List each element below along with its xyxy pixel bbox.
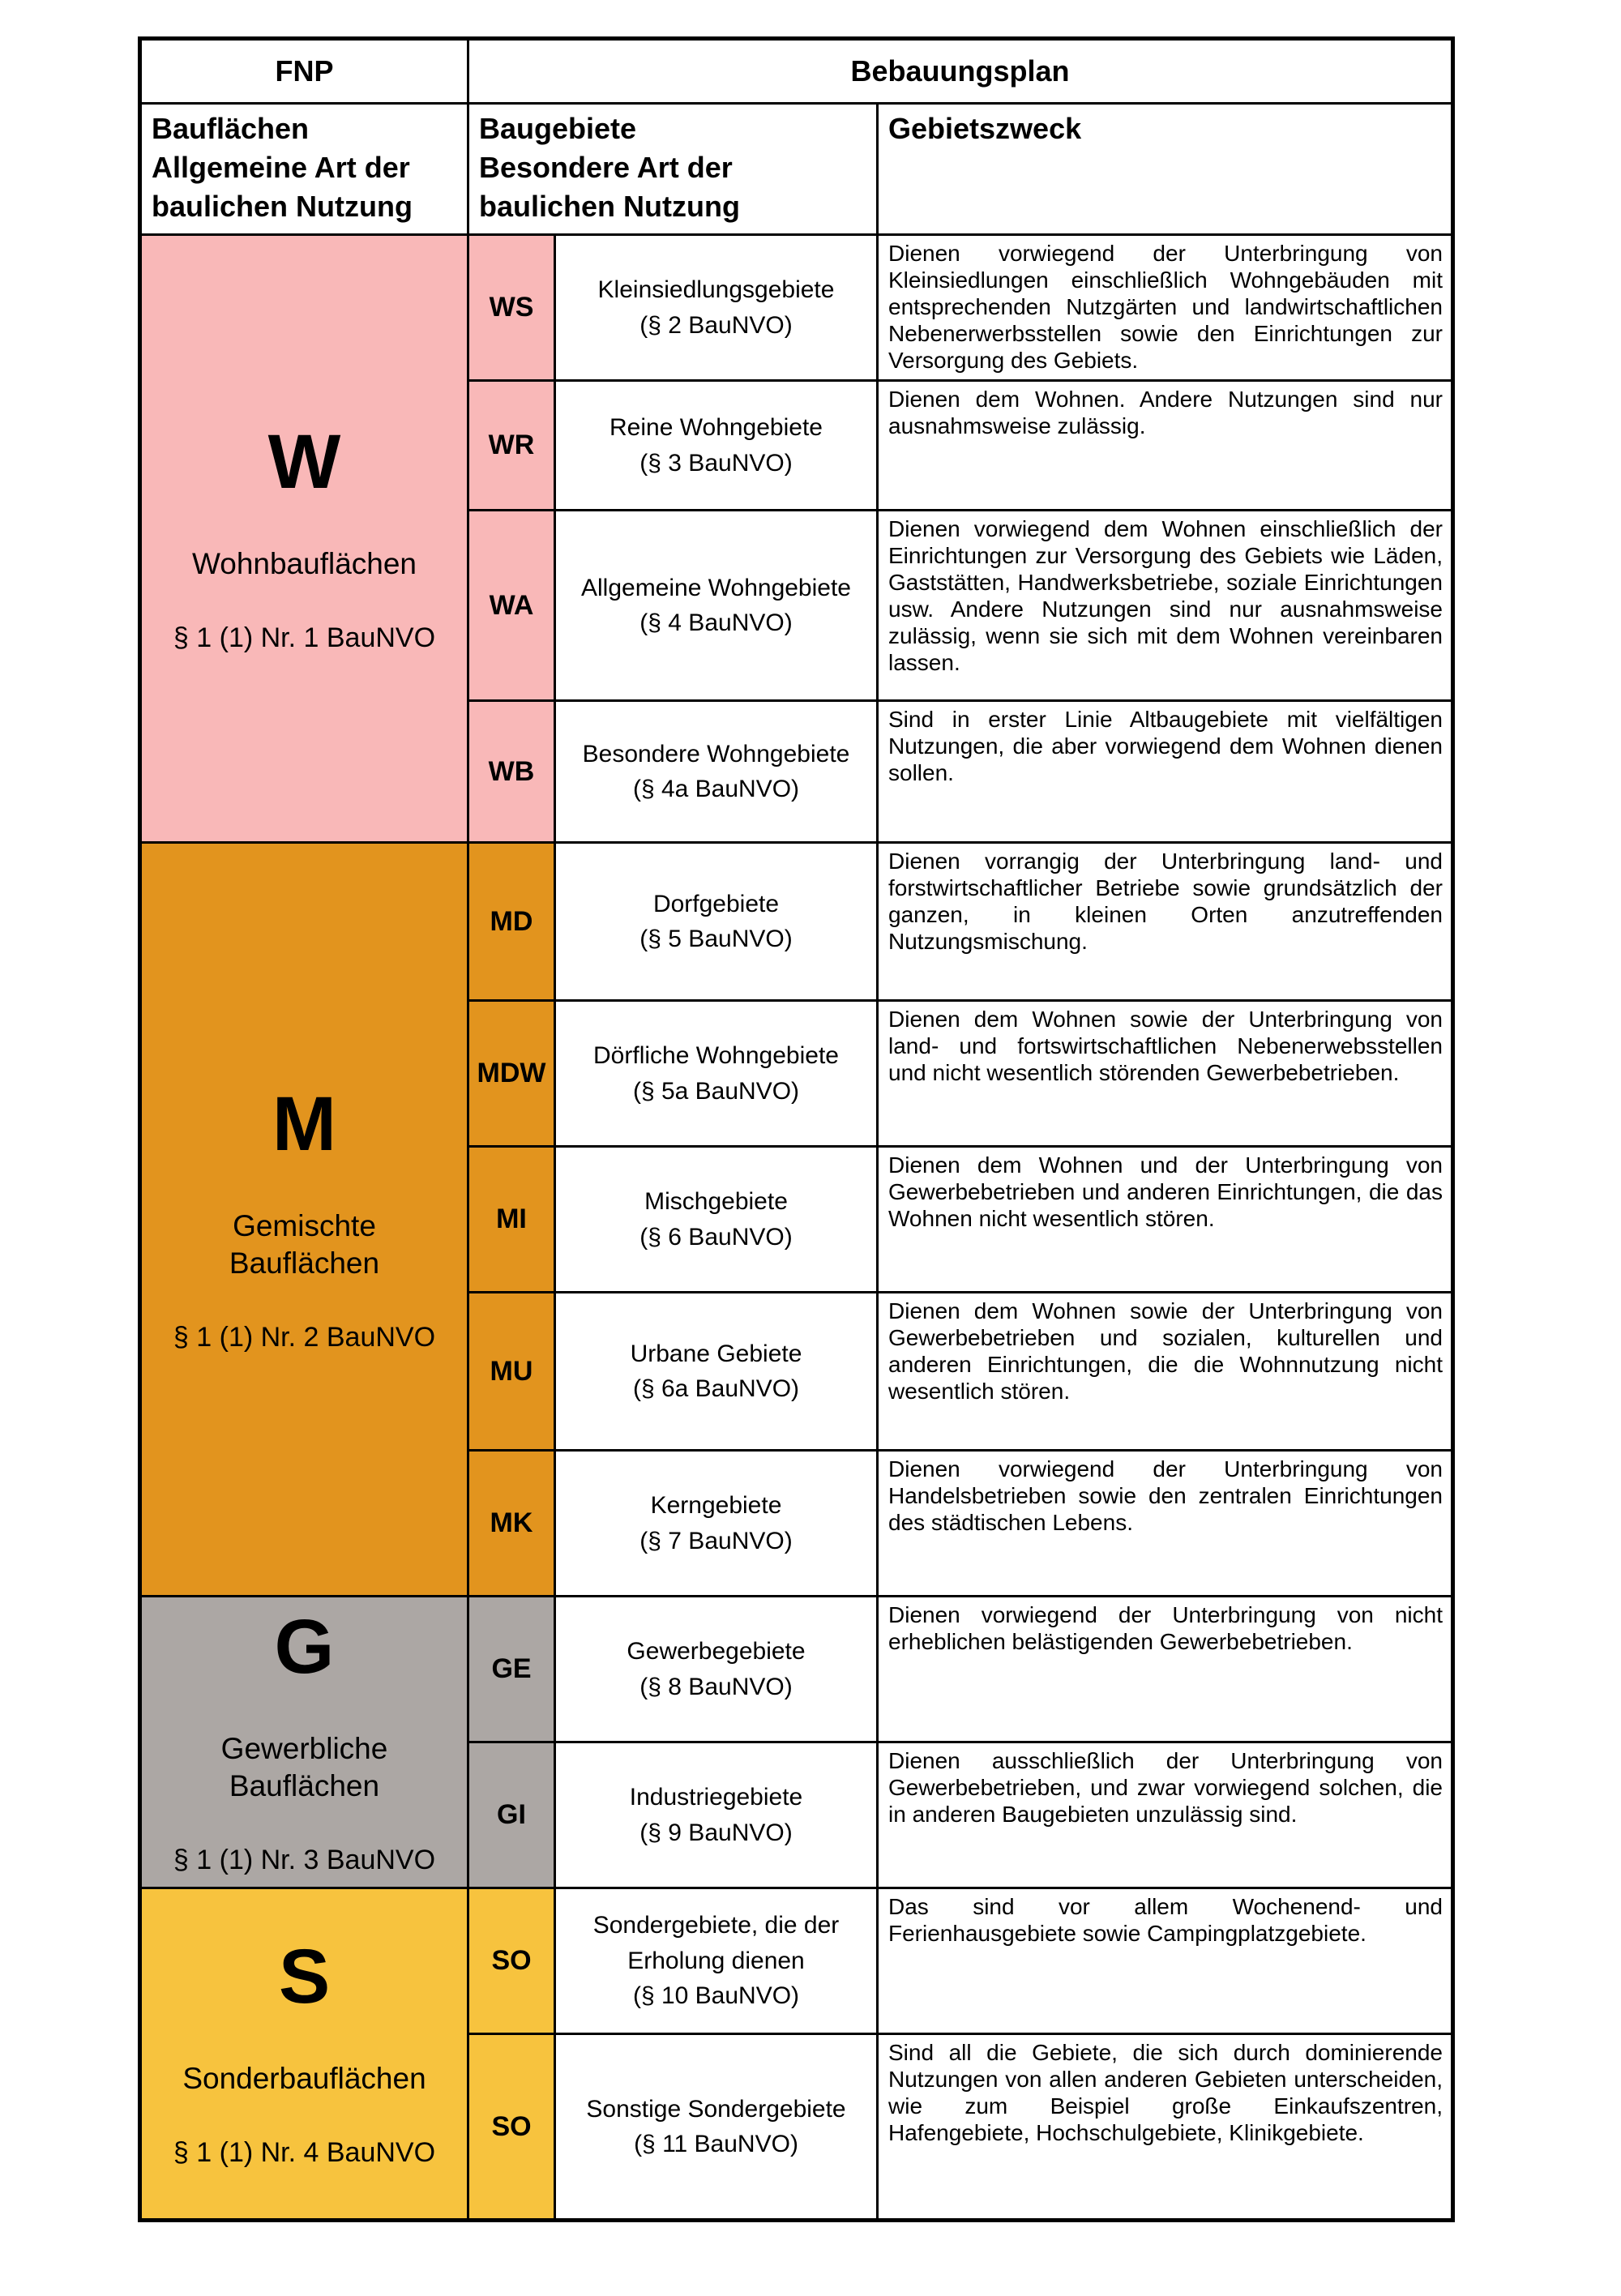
abbr-cell-wb: WB <box>468 701 555 843</box>
gebiet-name-ge: Gewerbegebiete (§ 8 BauNVO) <box>555 1597 878 1742</box>
abbr-cell-ge: GE <box>468 1597 555 1742</box>
section-letter-g: G <box>274 1603 335 1690</box>
gebiet-name-md: Dorfgebiete (§ 5 BauNVO) <box>555 843 878 1001</box>
gebietszweck-so-erholung: Das sind vor allem Wochenend- und Ferienhausgebiete sowie Campingplatzgebiete. <box>878 1888 1453 2034</box>
abbr-cell-ws: WS <box>468 235 555 381</box>
gebiet-name-mk: Kerngebiete (§ 7 BauNVO) <box>555 1451 878 1597</box>
section-letter-m: M <box>272 1080 337 1167</box>
abbr-cell-mdw: MDW <box>468 1001 555 1147</box>
gebietszweck-mk: Dienen vorwiegend der Unterbringung von Handelsbetrieben sowie den zentralen Einrichtungen des städtischen Lebens. <box>878 1451 1453 1597</box>
abbr-cell-mk: MK <box>468 1451 555 1597</box>
section-cell-gemischte-bauflaechen <box>140 843 468 1597</box>
section-letter-w: W <box>267 418 341 505</box>
section-paragraph-ref: § 1 (1) Nr. 2 BauNVO <box>173 1322 436 1353</box>
gebietszweck-md: Dienen vorrangig der Unterbringung land- und forstwirtschaftlicher Betriebe sowie grundsätzlich der ganzen, in kleinen Orten anzutreffenden Nutzungsmischung. <box>878 843 1453 1001</box>
abbr-cell-mi: MI <box>468 1147 555 1293</box>
abbr-cell-so-erholung: SO <box>468 1888 555 2034</box>
section-content <box>142 1934 467 2169</box>
section-paragraph-ref: § 1 (1) Nr. 4 BauNVO <box>173 2137 436 2169</box>
section-cell-gewerbliche-bauflaechen <box>140 1597 468 1888</box>
gebietszweck-mdw: Dienen dem Wohnen sowie der Unterbringung von land- und fortswirtschaftlichen Nebenerwebsstellen und nicht wesentlich störenden Gewerbebetrieben. <box>878 1001 1453 1147</box>
abbr-cell-mu: MU <box>468 1293 555 1451</box>
gebietszweck-wb: Sind in erster Linie Altbaugebiete mit vielfältigen Nutzungen, die aber vorwiegend dem Wohnen dienen sollen. <box>878 701 1453 843</box>
gebiet-name-so-erholung: Sondergebiete, die der Erholung dienen (§ 10 BauNVO) <box>555 1888 878 2034</box>
gebiet-name-ws: Kleinsiedlungsgebiete (§ 2 BauNVO) <box>555 235 878 381</box>
section-name: Wohnbauflächen <box>191 546 417 580</box>
gebiet-name-mi: Mischgebiete (§ 6 BauNVO) <box>555 1147 878 1293</box>
abbr-cell-md: MD <box>468 843 555 1001</box>
gebiet-name-gi: Industriegebiete (§ 9 BauNVO) <box>555 1742 878 1888</box>
gebietszweck-so-sonstige: Sind all die Gebiete, die sich durch dominierende Nutzungen von allen anderen Gebieten unterscheiden, wie zum Beispiel große Einkaufszentren, Hafengebiete, Hochschulgebiete, Klinikgebiete. <box>878 2034 1453 2221</box>
section-cell-sonderbauflaechen <box>140 1888 468 2221</box>
gebiet-name-wr: Reine Wohngebiete (§ 3 BauNVO) <box>555 381 878 511</box>
gebietszweck-gi: Dienen ausschließlich der Unterbringung von Gewerbebetrieben, und zwar vorwiegend solchen, die in anderen Baugebieten unzulässig sind. <box>878 1742 1453 1888</box>
section-name: Sonderbauflächen <box>182 2062 426 2096</box>
section-paragraph-ref: § 1 (1) Nr. 3 BauNVO <box>173 1845 436 1876</box>
abbr-cell-wr: WR <box>468 381 555 511</box>
abbr-cell-gi: GI <box>468 1742 555 1888</box>
section-cell-wohnbauflaechen <box>140 235 468 843</box>
abbr-cell-wa: WA <box>468 511 555 701</box>
bebauungsplan-column-header: Bebauungsplan <box>468 39 1453 104</box>
section-content <box>142 1603 467 1876</box>
section-paragraph-ref: § 1 (1) Nr. 1 BauNVO <box>173 622 436 653</box>
gebietszweck-wa: Dienen vorwiegend dem Wohnen einschließlich der Einrichtungen zur Versorgung des Gebiets wie Läden, Gaststätten, Handwerksbetriebe, soziale Einrichtungen usw. Andere Nutzungen sind nur ausnahmsweise zulässig, wenn sie sich mit dem Wohnen vereinbaren lassen. <box>878 511 1453 701</box>
section-letter-s: S <box>278 1934 331 2020</box>
baugebiete-header: Baugebiete Besondere Art der baulichen Nutzung <box>468 104 878 235</box>
gebietszweck-wr: Dienen dem Wohnen. Andere Nutzungen sind nur ausnahmsweise zulässig. <box>878 381 1453 511</box>
section-content <box>142 1080 467 1353</box>
section-name: Gewerbliche Bauflächen <box>220 1731 388 1802</box>
gebietszweck-mi: Dienen dem Wohnen und der Unterbringung von Gewerbebetrieben und anderen Einrichtungen, die das Wohnen nicht wesentlich stören. <box>878 1147 1453 1293</box>
gebietszweck-mu: Dienen dem Wohnen sowie der Unterbringung von Gewerbebetrieben und sozialen, kulturellen und anderen Einrichtungen, die die Wohnnutzung nicht wesentlich stören. <box>878 1293 1453 1451</box>
fnp-column-header: FNP <box>140 39 468 104</box>
gebiet-name-so-sonstige: Sonstige Sondergebiete (§ 11 BauNVO) <box>555 2034 878 2221</box>
abbr-cell-so-sonstige: SO <box>468 2034 555 2221</box>
gebietszweck-ge: Dienen vorwiegend der Unterbringung von nicht erheblichen belästigenden Gewerbebetrieben. <box>878 1597 1453 1742</box>
section-name: Gemischte Bauflächen <box>229 1208 380 1280</box>
gebiet-name-mdw: Dörfliche Wohngebiete (§ 5a BauNVO) <box>555 1001 878 1147</box>
gebiet-name-wb: Besondere Wohngebiete (§ 4a BauNVO) <box>555 701 878 843</box>
gebietszweck-header: Gebietszweck <box>878 104 1453 235</box>
fnp-bebauungsplan-table <box>138 36 1455 2222</box>
bauflaechen-header: Bauflächen Allgemeine Art der baulichen Nutzung <box>140 104 468 235</box>
section-content <box>142 418 467 654</box>
gebietszweck-ws: Dienen vorwiegend der Unterbringung von Kleinsiedlungen einschließlich Wohngebäuden mit entsprechenden Nutzgärten und landwirtschaftlichen Nebenerwerbsstellen sowie den Einrichtungen zur Versorgung des Gebiets. <box>878 235 1453 381</box>
gebiet-name-mu: Urbane Gebiete (§ 6a BauNVO) <box>555 1293 878 1451</box>
gebiet-name-wa: Allgemeine Wohngebiete (§ 4 BauNVO) <box>555 511 878 701</box>
